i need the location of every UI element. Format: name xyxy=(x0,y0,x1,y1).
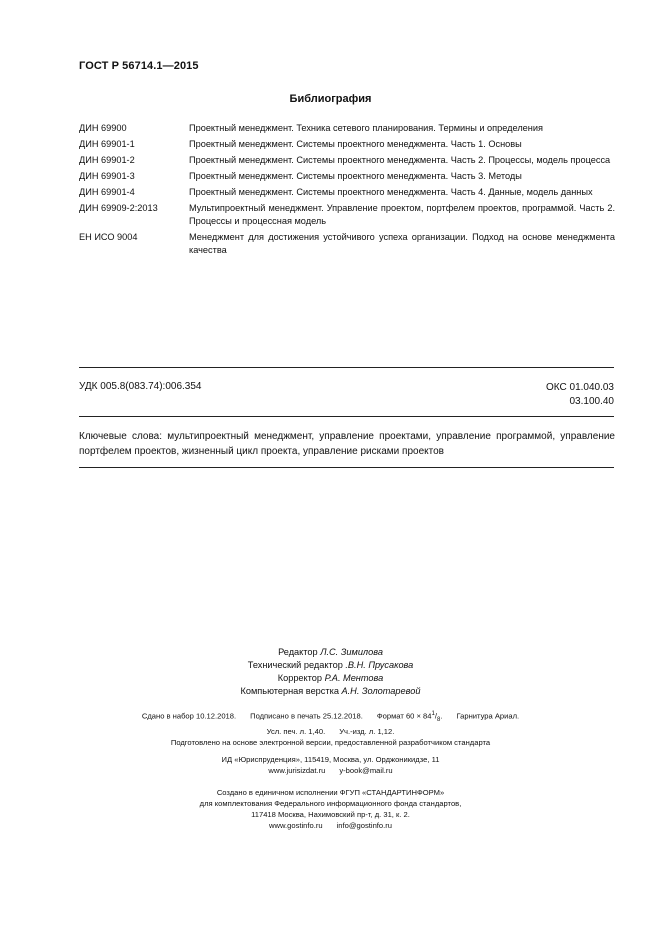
publisher-address: ИД «Юриспруденция», 115419, Москва, ул. Орджоникидзе, 11 xyxy=(221,755,440,764)
entry-code: ДИН 69901-1 xyxy=(79,139,135,149)
entry-code: ДИН 69901-2 xyxy=(79,155,135,165)
oks-line-1: ОКС 01.040.03 xyxy=(546,382,614,393)
print-info xyxy=(0,709,661,748)
entry-code: ДИН 69909-2:2013 xyxy=(79,203,158,213)
oks-codes xyxy=(546,381,614,409)
divider-bottom xyxy=(79,467,614,468)
entry-text: Проектный менеджмент. Системы проектного менеджмента. Часть 1. Основы xyxy=(189,139,522,149)
created-contacts: www.gostinfo.ru info@gostinfo.ru xyxy=(268,821,393,830)
staff-corrector: Корректор Р.А. Ментова xyxy=(277,673,384,683)
bibliography-entry xyxy=(79,170,615,183)
entry-text: Менеджмент для достижения устойчивого успеха организации. Подход на основе менеджмента качества xyxy=(189,232,615,255)
divider-middle xyxy=(79,416,614,417)
entry-code: ДИН 69901-4 xyxy=(79,187,135,197)
bibliography-entry xyxy=(79,186,615,199)
created-line-3: 117418 Москва, Нахимовский пр-т, д. 31, к. 2. xyxy=(251,810,410,819)
staff-credits xyxy=(0,646,661,698)
entry-text: Проектный менеджмент. Системы проектного менеджмента. Часть 3. Методы xyxy=(189,171,522,181)
entry-code: ДИН 69900 xyxy=(79,123,127,133)
entry-text: Проектный менеджмент. Системы проектного менеджмента. Часть 2. Процессы, модель процесса xyxy=(189,155,611,165)
bibliography-entry xyxy=(79,138,615,151)
bibliography-list xyxy=(79,122,615,260)
bibliography-entry xyxy=(79,231,615,257)
bibliography-entry xyxy=(79,154,615,167)
publisher-contacts: www.jurisizdat.ru y-book@mail.ru xyxy=(268,766,393,775)
created-line-2: для комплектования Федерального информационного фонда стандартов, xyxy=(199,799,462,808)
divider-top xyxy=(79,367,614,368)
print-info-line-3: Подготовлено на основе электронной версии, предоставленной разработчиком стандарта xyxy=(170,738,491,748)
entry-code: ЕН ИСО 9004 xyxy=(79,232,138,242)
entry-text: Мультипроектный менеджмент. Управление проектом, портфелем проектов, программой. Часть 2. Процессы и процессная модель xyxy=(189,203,615,226)
print-info-line-2: Усл. печ. л. 1,40. Уч.-изд. л. 1,12. xyxy=(266,727,395,737)
bibliography-title: Библиография xyxy=(289,93,372,105)
keywords: Ключевые слова: мультипроектный менеджмент, управление проектами, управление программой, управление портфелем проектов, жизненный цикл проекта, управление рисками проектов xyxy=(79,431,615,457)
publisher-info xyxy=(0,754,661,776)
created-info xyxy=(0,787,661,831)
staff-editor: Редактор Л.С. Зимилова xyxy=(278,647,383,657)
bibliography-entry xyxy=(79,202,615,228)
oks-line-2: 03.100.40 xyxy=(569,396,614,407)
entry-code: ДИН 69901-3 xyxy=(79,171,135,181)
staff-tech-editor: Технический редактор .В.Н. Прусакова xyxy=(247,660,414,670)
created-line-1: Создано в единичном исполнении ФГУП «СТАНДАРТИНФОРМ» xyxy=(216,788,445,797)
entry-text: Проектный менеджмент. Техника сетевого планирования. Термины и определения xyxy=(189,123,543,133)
bibliography-entry xyxy=(79,122,615,135)
entry-text: Проектный менеджмент. Системы проектного менеджмента. Часть 4. Данные, модель данных xyxy=(189,187,593,197)
udk-code: УДК 005.8(083.74):006.354 xyxy=(79,381,202,392)
print-info-line-1: Сдано в набор 10.12.2018. Подписано в печать 25.12.2018. Формат $60 \times 84^1/_8$. Гарнитура Ариал. xyxy=(141,711,520,724)
staff-layout: Компьютерная верстка А.Н. Золотаревой xyxy=(240,686,421,696)
standard-code: ГОСТ Р 56714.1—2015 xyxy=(79,60,199,72)
